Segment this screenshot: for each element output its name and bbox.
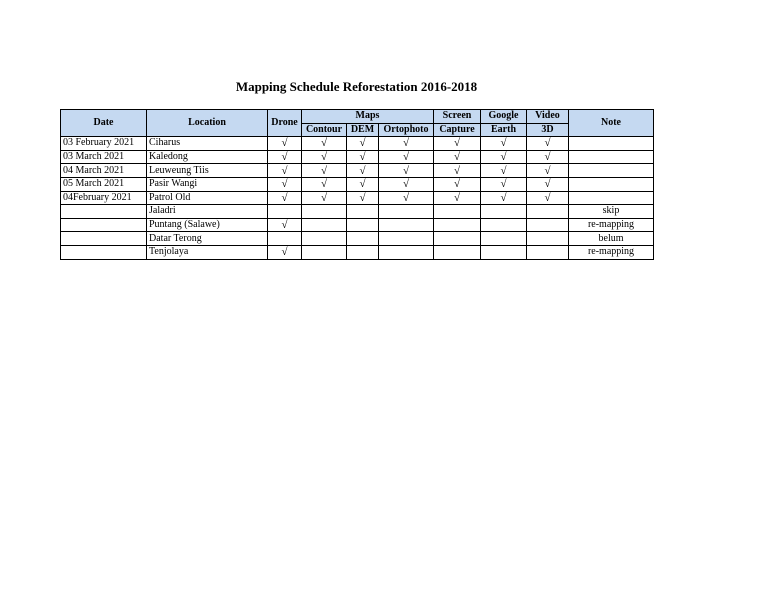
dem-check xyxy=(347,245,379,259)
note-cell: re-mapping xyxy=(569,218,654,232)
dem-check: √ xyxy=(347,150,379,164)
location-cell: Patrol Old xyxy=(147,191,268,205)
location-cell: Kaledong xyxy=(147,150,268,164)
ortophoto-check: √ xyxy=(379,191,434,205)
contour-check xyxy=(302,205,347,219)
screen-capture-check xyxy=(434,218,481,232)
location-cell: Ciharus xyxy=(147,137,268,151)
contour-check xyxy=(302,245,347,259)
page-title: Mapping Schedule Reforestation 2016-2018 xyxy=(235,79,478,94)
date-cell: 05 March 2021 xyxy=(61,177,147,191)
header-screen-line2: Capture xyxy=(434,123,481,137)
screen-capture-check: √ xyxy=(434,191,481,205)
google-earth-check: √ xyxy=(481,150,527,164)
google-earth-check xyxy=(481,245,527,259)
note-cell xyxy=(569,164,654,178)
header-ortophoto: Ortophoto xyxy=(379,123,434,137)
contour-check: √ xyxy=(302,137,347,151)
screen-capture-check: √ xyxy=(434,137,481,151)
note-cell xyxy=(569,137,654,151)
contour-check: √ xyxy=(302,150,347,164)
video-3d-check: √ xyxy=(527,164,569,178)
drone-check xyxy=(268,205,302,219)
drone-check: √ xyxy=(268,164,302,178)
mapping-schedule-table xyxy=(60,109,654,260)
note-cell: belum xyxy=(569,232,654,246)
screen-capture-check: √ xyxy=(434,164,481,178)
header-location: Location xyxy=(147,110,268,137)
table-body xyxy=(61,137,654,259)
date-cell xyxy=(61,232,147,246)
header-video-line1: Video xyxy=(527,110,569,124)
note-cell xyxy=(569,191,654,205)
note-cell: skip xyxy=(569,205,654,219)
video-3d-check xyxy=(527,245,569,259)
video-3d-check xyxy=(527,232,569,246)
ortophoto-check: √ xyxy=(379,177,434,191)
table-row xyxy=(61,137,654,151)
drone-check xyxy=(268,232,302,246)
note-cell xyxy=(569,150,654,164)
header-dem: DEM xyxy=(347,123,379,137)
dem-check: √ xyxy=(347,177,379,191)
note-cell xyxy=(569,177,654,191)
screen-capture-check xyxy=(434,232,481,246)
video-3d-check: √ xyxy=(527,177,569,191)
contour-check xyxy=(302,232,347,246)
dem-check: √ xyxy=(347,137,379,151)
location-cell: Pasir Wangi xyxy=(147,177,268,191)
ortophoto-check xyxy=(379,232,434,246)
google-earth-check: √ xyxy=(481,177,527,191)
header-screen-line1: Screen xyxy=(434,110,481,124)
screen-capture-check xyxy=(434,245,481,259)
contour-check: √ xyxy=(302,177,347,191)
drone-check: √ xyxy=(268,191,302,205)
table-row xyxy=(61,218,654,232)
ortophoto-check: √ xyxy=(379,164,434,178)
table-row xyxy=(61,205,654,219)
google-earth-check: √ xyxy=(481,191,527,205)
location-cell: Datar Terong xyxy=(147,232,268,246)
header-date: Date xyxy=(61,110,147,137)
table-row xyxy=(61,232,654,246)
date-cell xyxy=(61,218,147,232)
dem-check xyxy=(347,205,379,219)
table-row xyxy=(61,245,654,259)
date-cell xyxy=(61,245,147,259)
contour-check: √ xyxy=(302,164,347,178)
header-note: Note xyxy=(569,110,654,137)
drone-check: √ xyxy=(268,218,302,232)
ortophoto-check xyxy=(379,218,434,232)
contour-check: √ xyxy=(302,191,347,205)
note-cell: re-mapping xyxy=(569,245,654,259)
ortophoto-check xyxy=(379,205,434,219)
location-cell: Puntang (Salawe) xyxy=(147,218,268,232)
google-earth-check xyxy=(481,218,527,232)
ortophoto-check: √ xyxy=(379,137,434,151)
video-3d-check xyxy=(527,205,569,219)
dem-check: √ xyxy=(347,164,379,178)
date-cell: 03 February 2021 xyxy=(61,137,147,151)
video-3d-check: √ xyxy=(527,137,569,151)
dem-check xyxy=(347,218,379,232)
table-row xyxy=(61,191,654,205)
google-earth-check xyxy=(481,232,527,246)
video-3d-check: √ xyxy=(527,191,569,205)
header-video-line2: 3D xyxy=(527,123,569,137)
contour-check xyxy=(302,218,347,232)
google-earth-check: √ xyxy=(481,164,527,178)
drone-check: √ xyxy=(268,245,302,259)
screen-capture-check: √ xyxy=(434,150,481,164)
ortophoto-check: √ xyxy=(379,150,434,164)
date-cell: 04 March 2021 xyxy=(61,164,147,178)
date-cell: 03 March 2021 xyxy=(61,150,147,164)
table-row xyxy=(61,164,654,178)
screen-capture-check xyxy=(434,205,481,219)
video-3d-check xyxy=(527,218,569,232)
video-3d-check: √ xyxy=(527,150,569,164)
drone-check: √ xyxy=(268,137,302,151)
location-cell: Tenjolaya xyxy=(147,245,268,259)
location-cell: Leuweung Tiis xyxy=(147,164,268,178)
header-row-top xyxy=(61,110,654,124)
ortophoto-check xyxy=(379,245,434,259)
screen-capture-check: √ xyxy=(434,177,481,191)
drone-check: √ xyxy=(268,177,302,191)
drone-check: √ xyxy=(268,150,302,164)
header-drone: Drone xyxy=(268,110,302,137)
header-google-line1: Google xyxy=(481,110,527,124)
location-cell: Jaladri xyxy=(147,205,268,219)
google-earth-check xyxy=(481,205,527,219)
date-cell xyxy=(61,205,147,219)
dem-check: √ xyxy=(347,191,379,205)
table-row xyxy=(61,177,654,191)
dem-check xyxy=(347,232,379,246)
google-earth-check: √ xyxy=(481,137,527,151)
date-cell: 04February 2021 xyxy=(61,191,147,205)
header-contour: Contour xyxy=(302,123,347,137)
header-maps: Maps xyxy=(302,110,434,124)
table-row xyxy=(61,150,654,164)
header-google-line2: Earth xyxy=(481,123,527,137)
